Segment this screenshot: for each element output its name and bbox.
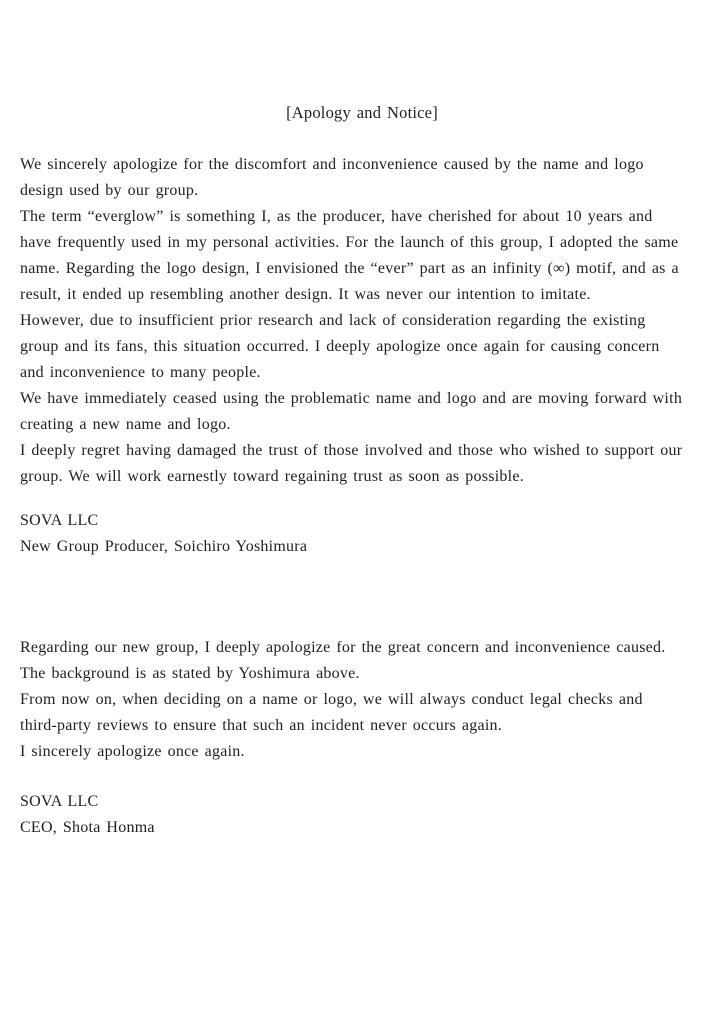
statement-line: name. Regarding the logo design, I envisioned the “ever” part as an infinity (∞) motif, and as a (20, 260, 679, 277)
statement-line: However, due to insufficient prior research and lack of consideration regarding the existing (20, 312, 646, 329)
producer-signature-company: SOVA LLC (20, 512, 99, 529)
producer-signature (20, 508, 700, 560)
statement-line: Regarding our new group, I deeply apologize for the great concern and inconvenience caused. (20, 639, 666, 656)
ceo-statement (20, 635, 700, 765)
ceo-signature-company: SOVA LLC (20, 793, 99, 810)
statement-line: group. We will work earnestly toward regaining trust as soon as possible. (20, 468, 524, 485)
statement-line: From now on, when deciding on a name or logo, we will always conduct legal checks and (20, 691, 643, 708)
statement-line: The background is as stated by Yoshimura above. (20, 665, 360, 682)
statement-line: I sincerely apologize once again. (20, 743, 245, 760)
statement-line: have frequently used in my personal activities. For the launch of this group, I adopted the same (20, 234, 679, 251)
statement-line: We sincerely apologize for the discomfort and inconvenience caused by the name and logo (20, 156, 644, 173)
statement-line: We have immediately ceased using the problematic name and logo and are moving forward with (20, 390, 683, 407)
statement-line: I deeply regret having damaged the trust of those involved and those who wished to support our (20, 442, 683, 459)
producer-statement (20, 152, 700, 490)
statement-line: third-party reviews to ensure that such an incident never occurs again. (20, 717, 503, 734)
ceo-signature (20, 789, 700, 841)
statement-line: result, it ended up resembling another design. It was never our intention to imitate. (20, 286, 591, 303)
statement-line: The term “everglow” is something I, as the producer, have cherished for about 10 years and (20, 208, 653, 225)
statement-line: group and its fans, this situation occurred. I deeply apologize once again for causing concern (20, 338, 660, 355)
statement-line: and inconvenience to many people. (20, 364, 261, 381)
statement-line: creating a new name and logo. (20, 416, 231, 433)
statement-line: design used by our group. (20, 182, 199, 199)
producer-signature-name: New Group Producer, Soichiro Yoshimura (20, 538, 308, 555)
ceo-signature-name: CEO, Shota Honma (20, 819, 155, 836)
document-title: [Apology and Notice] (286, 103, 438, 122)
